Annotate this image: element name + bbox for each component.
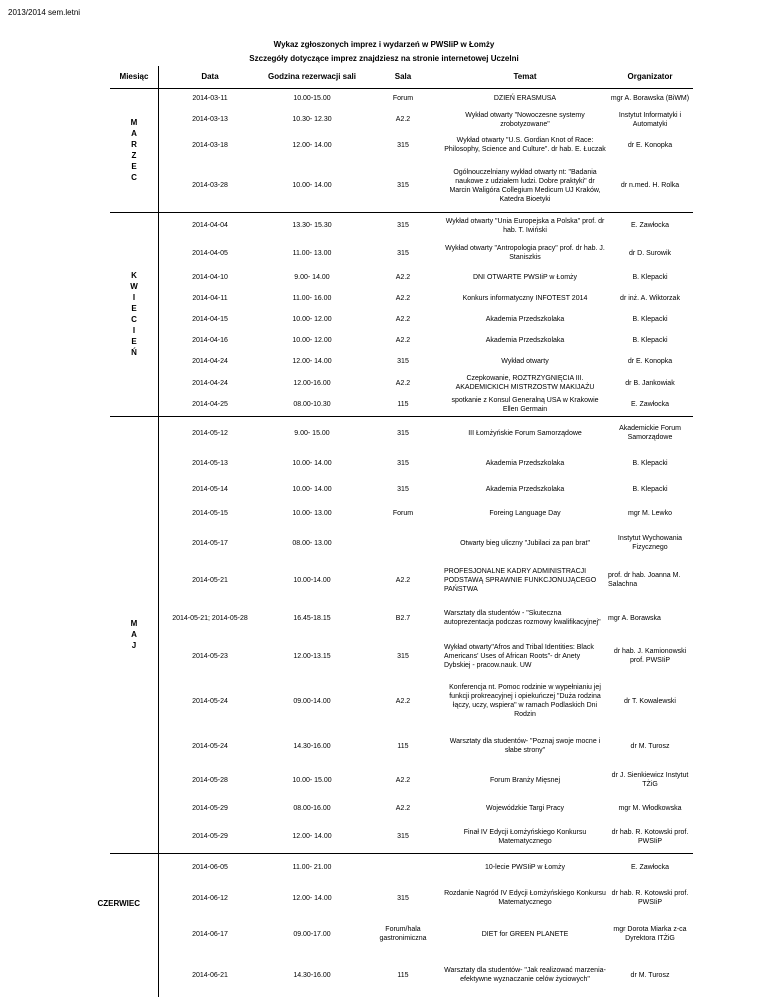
cell-organizer: B. Klepacki xyxy=(632,337,668,344)
cell-room: A2.2 xyxy=(395,776,411,784)
table-row xyxy=(110,881,693,915)
cell-topic: Otwarty bieg uliczny "Jubilaci za pan brat" xyxy=(460,539,590,547)
table-row xyxy=(110,795,693,821)
cell-organizer: dr n.med. H. Rolka xyxy=(607,160,693,212)
cell-organizer: dr J. Sienkiewicz Instytut TŻiG xyxy=(611,772,689,788)
cell-room: 115 xyxy=(363,394,443,416)
cell-organizer: dr T. Kowalewski xyxy=(623,697,676,705)
cell-time: 12.00- 14.00 xyxy=(292,141,332,149)
cell-topic: Ogólnouczelniany wykład otwarty nt: "Badania naukowe z udziałem ludzi. Dobre praktyki" dr Marcin Waligóra Collegium Medicum UJ Kraków, Katedra Bioetyki xyxy=(443,160,607,212)
document-title: Wykaz zgłoszonych imprez i wydarzeń w PWSIiP w Łomży xyxy=(273,40,495,49)
cell-topic: Warsztaty dla studentów - "Skuteczna autoprezentacja podczas rozmowy kwalifikacyjnej" xyxy=(444,610,601,626)
cell-topic: Rozdanie Nagród IV Edycji Łomżyńskiego Konkursu Matematycznego xyxy=(444,890,606,906)
cell-organizer: dr B. Jankowiak xyxy=(625,379,675,387)
cell-room: 315 xyxy=(397,652,409,660)
table-row xyxy=(110,727,693,765)
cell-organizer: Instytut Wychowania Fizycznego xyxy=(617,535,683,551)
cell-organizer: dr E. Konopka xyxy=(627,141,673,149)
cell-topic: PROFESJONALNE KADRY ADMINISTRACJI PODSTAWĄ SPRAWNIE FUNKCJONUJĄCEGO PAŃSTWA xyxy=(444,567,597,593)
table-row xyxy=(110,765,693,795)
cell-organizer: dr hab. R. Kotowski prof. PWSIiP xyxy=(611,890,689,906)
cell-date: 2014-04-25 xyxy=(159,394,262,416)
cell-time: 14.30-16.00 xyxy=(293,971,331,979)
cell-date: 2014-06-12 xyxy=(192,894,228,902)
cell-room: Forum xyxy=(392,95,414,103)
table-row xyxy=(110,637,693,675)
month-march xyxy=(110,88,159,212)
table-row xyxy=(110,394,693,416)
cell-organizer: B. Klepacki xyxy=(632,316,668,323)
cell-organizer: B. Klepacki xyxy=(632,485,668,493)
cell-topic: Foreing Language Day xyxy=(489,509,561,517)
cell-date: 2014-06-05 xyxy=(192,863,228,871)
cell-room: 315 xyxy=(397,894,409,902)
cell-time: 9.00- 14.00 xyxy=(294,274,330,281)
cell-time: 09.00-14.00 xyxy=(293,697,331,705)
cell-topic: Wykład otwarty "U.S. Gordian Knot of Race: Philosophy, Science and Culture". dr hab. E. Łuczak xyxy=(444,137,606,153)
month-label-june: CZERWIEC xyxy=(97,898,140,908)
cell-room: A2.2 xyxy=(395,576,411,584)
cell-topic: Wykład otwarty "Antropologia pracy" prof. dr hab. J. Staniszkis xyxy=(445,245,605,261)
cell-topic: Wykład otwarty xyxy=(501,358,549,365)
cell-topic: DNI OTWARTE PWSIiP w Łomży xyxy=(472,274,578,281)
document-subtitle: Szczegóły dotyczące imprez znajdziesz na stronie internetowej Uczelni xyxy=(249,54,519,63)
month-may xyxy=(110,416,159,853)
cell-topic: Konferencja nt. Pomoc rodzinie w wypełnianiu jej funkcji prokreacyjnej i opiekuńczej "Duża rodzina łączy, uczy, wspiera" w ramach Podlaskich Dni Rodzin xyxy=(449,684,601,718)
cell-topic: DIET for GREEN PLANETE xyxy=(481,930,569,938)
table-row xyxy=(110,853,693,881)
cell-room: 315 xyxy=(397,249,409,257)
cell-time: 10.00-14.00 xyxy=(293,576,331,584)
cell-room: 315 xyxy=(397,358,409,365)
cell-time: 08.00- 13.00 xyxy=(292,539,332,547)
cell-organizer: dr D. Surowik xyxy=(628,249,671,257)
cell-time: 12.00-13.15 xyxy=(293,652,331,660)
cell-topic: Wojewódzkie Targi Pracy xyxy=(486,804,564,812)
cell-room: 315 xyxy=(397,485,409,493)
cell-time: 12.00- 14.00 xyxy=(261,821,363,853)
cell-date: 2014-03-28 xyxy=(159,160,262,212)
table-row xyxy=(110,130,693,160)
table-row xyxy=(110,525,693,561)
table-row xyxy=(110,821,693,853)
cell-date: 2014-03-13 xyxy=(192,116,228,123)
cell-organizer: B. Klepacki xyxy=(632,460,668,467)
cell-room xyxy=(363,853,443,881)
semester-label: 2013/2014 sem.letni xyxy=(8,8,81,17)
cell-topic: Akademia Przedszkolaka xyxy=(485,460,565,467)
cell-time: 10.30- 12.30 xyxy=(292,116,332,123)
cell-time: 10.00- 13.00 xyxy=(292,509,332,517)
cell-date: 2014-06-17 xyxy=(192,930,228,938)
cell-date: 2014-03-11 xyxy=(192,95,228,103)
cell-date: 2014-05-15 xyxy=(192,509,228,517)
cell-date: 2014-04-24 xyxy=(192,379,228,387)
cell-time: 10.00- 14.00 xyxy=(292,460,332,467)
cell-date: 2014-04-05 xyxy=(192,249,228,257)
cell-room: Forum xyxy=(392,509,414,517)
month-june xyxy=(97,853,159,997)
cell-room: A2.2 xyxy=(395,274,411,281)
cell-time: 13.30- 15.30 xyxy=(292,222,332,230)
month-label-march: M A R Z E C xyxy=(130,118,138,182)
cell-time: 9.00- 15.00 xyxy=(294,429,330,437)
cell-room: A2.2 xyxy=(395,804,411,812)
cell-room: 315 xyxy=(397,429,409,437)
cell-time: 12.00-16.00 xyxy=(293,379,331,387)
cell-time: 10.00-15.00 xyxy=(293,95,331,103)
cell-organizer: mgr A. Borawska xyxy=(608,614,661,622)
col-topic: Temat xyxy=(443,66,607,88)
table-row xyxy=(110,351,693,372)
cell-date: 2014-05-28 xyxy=(192,776,228,784)
cell-organizer: mgr M. Lewko xyxy=(628,509,672,517)
cell-organizer: mgr Dorota Miarka z-ca Dyrektora ITŻiG xyxy=(613,926,687,942)
cell-room: A2.2 xyxy=(395,379,411,387)
cell-time: 11.00- 13.00 xyxy=(292,249,332,257)
table-row xyxy=(110,953,693,997)
table-row xyxy=(110,450,693,477)
cell-date: 2014-05-21; 2014-05-28 xyxy=(172,614,248,622)
cell-room: 115 xyxy=(397,971,409,979)
table-row xyxy=(110,88,693,109)
table-row xyxy=(110,239,693,267)
cell-date: 2014-06-21 xyxy=(192,971,228,979)
cell-room: 315 xyxy=(397,460,409,467)
cell-topic: Forum Branży Mięsnej xyxy=(489,776,561,784)
cell-time: 16.45-18.15 xyxy=(293,614,331,622)
cell-topic: spotkanie z Konsul Generalną USA w Krakowie Ellen Germain xyxy=(443,394,607,416)
cell-topic: III Łomżyńskie Forum Samorządowe xyxy=(468,429,582,437)
cell-topic: Wykład otwarty"Afros and Tribal Identities: Black Americans' Uses of African Roots"- dr Anety Dybskiej - pracow.nauk. UW xyxy=(444,643,594,669)
cell-room xyxy=(363,525,443,561)
month-label-may: M A J xyxy=(130,619,138,650)
cell-time: 11.00- 16.00 xyxy=(292,295,332,302)
cell-organizer: prof. dr hab. Joanna M. Salachna xyxy=(608,572,681,588)
cell-date: 2014-04-15 xyxy=(192,316,228,323)
cell-organizer: Instytut Informatyki i Automatyki xyxy=(618,111,682,128)
cell-room: A2.2 xyxy=(395,697,411,705)
table-row xyxy=(110,477,693,501)
col-organizer: Organizator xyxy=(607,66,693,88)
table-row xyxy=(110,288,693,309)
cell-topic: Warsztaty dla studentów- "Jak realizować marzenia-efektywne wyznaczanie celów życiowych" xyxy=(444,967,606,983)
cell-topic: Wykład otwarty "Nowoczesne systemy zrobotyzowane" xyxy=(465,111,585,128)
cell-date: 2014-04-10 xyxy=(192,274,228,281)
cell-organizer: dr hab. R. Kotowski prof. PWSIiP xyxy=(607,821,693,853)
col-time: Godzina rezerwacji sali xyxy=(261,66,363,88)
table-row xyxy=(110,267,693,288)
cell-time: 10.00- 12.00 xyxy=(292,316,332,323)
cell-organizer: E. Zawłocka xyxy=(630,222,670,230)
cell-date: 2014-05-23 xyxy=(192,652,228,660)
cell-topic: 10-lecie PWSIiP w Łomży xyxy=(484,863,565,871)
cell-date: 2014-05-12 xyxy=(192,429,228,437)
table-row xyxy=(110,915,693,953)
cell-room: Forum/hala gastronimiczna xyxy=(379,926,427,942)
cell-date: 2014-04-04 xyxy=(192,222,228,230)
cell-time: 11.00- 21.00 xyxy=(292,863,332,871)
cell-date: 2014-04-16 xyxy=(192,337,228,344)
cell-time: 10.00- 14.00 xyxy=(292,485,332,493)
cell-topic: Finał IV Edycji Łomżyńskiego Konkursu Matematycznego xyxy=(443,821,607,853)
cell-organizer: E. Zawłocka xyxy=(630,863,670,871)
month-label-april: K W I E C I E Ń xyxy=(130,271,138,357)
cell-room: 315 xyxy=(363,821,443,853)
cell-room: A2.2 xyxy=(395,316,411,323)
table-row xyxy=(110,372,693,394)
cell-date: 2014-05-21 xyxy=(192,576,228,584)
month-april xyxy=(110,212,159,416)
cell-date: 2014-05-17 xyxy=(192,539,228,547)
cell-topic: Czepkowanie, ROZTRZYGNIĘCIA III. AKADEMICKICH MISTRZOSTW MAKIJAŻU xyxy=(455,375,595,391)
cell-organizer: dr inż. A. Wiktorzak xyxy=(620,295,680,302)
cell-organizer: dr M. Turosz xyxy=(630,742,670,750)
col-date: Data xyxy=(159,66,262,88)
table-row xyxy=(110,501,693,525)
cell-time: 10.00- 15.00 xyxy=(292,776,332,784)
cell-topic: Konkurs informatyczny INFOTEST 2014 xyxy=(462,295,588,302)
col-room: Sala xyxy=(363,66,443,88)
cell-organizer: mgr M. Włodkowska xyxy=(618,804,682,812)
cell-time: 12.00- 14.00 xyxy=(292,894,332,902)
cell-topic: Warsztaty dla studentów- "Poznaj swoje mocne i słabe strony" xyxy=(449,738,601,754)
cell-date: 2014-05-24 xyxy=(192,742,228,750)
cell-room: 315 xyxy=(397,141,409,149)
col-month: Miesiąc xyxy=(110,66,159,88)
cell-topic: Akademia Przedszkolaka xyxy=(485,337,565,344)
cell-topic: DZIEŃ ERASMUSA xyxy=(493,95,557,103)
cell-topic: Akademia Przedszkolaka xyxy=(485,485,565,493)
table-row xyxy=(110,561,693,599)
cell-organizer: dr M. Turosz xyxy=(630,971,670,979)
table-row xyxy=(110,109,693,130)
events-table xyxy=(97,66,693,997)
cell-time: 08.00-16.00 xyxy=(293,804,331,812)
table-row xyxy=(110,160,693,212)
cell-room: 315 xyxy=(363,160,443,212)
table-row xyxy=(110,416,693,450)
table-row xyxy=(110,309,693,330)
table-row xyxy=(110,330,693,351)
cell-organizer: E. Zawłocka xyxy=(607,394,693,416)
table-row xyxy=(110,675,693,727)
cell-date: 2014-04-11 xyxy=(192,295,228,302)
cell-room: 115 xyxy=(397,742,409,750)
cell-date: 2014-05-13 xyxy=(192,460,228,467)
cell-time: 10.00- 14.00 xyxy=(261,160,363,212)
cell-time: 14.30-16.00 xyxy=(293,742,331,750)
cell-room: B2.7 xyxy=(395,614,411,622)
cell-organizer: dr hab. J. Kamionowski prof. PWSIiP xyxy=(613,648,687,664)
cell-time: 10.00- 12.00 xyxy=(292,337,332,344)
cell-date: 2014-05-14 xyxy=(192,485,228,493)
cell-topic: Wykład otwarty "Unia Europejska a Polska" prof. dr hab. T. Iwiński xyxy=(445,217,605,234)
cell-topic: Akademia Przedszkolaka xyxy=(485,316,565,323)
cell-time: 09.00-17.00 xyxy=(293,930,331,938)
cell-time: 12.00- 14.00 xyxy=(292,358,332,365)
cell-date: 2014-04-24 xyxy=(192,358,228,365)
cell-date: 2014-05-24 xyxy=(192,697,228,705)
cell-date: 2014-03-18 xyxy=(192,141,228,149)
cell-room: 315 xyxy=(397,222,409,230)
table-row xyxy=(110,599,693,637)
cell-room: A2.2 xyxy=(395,116,411,123)
cell-date: 2014-05-29 xyxy=(159,821,262,853)
cell-time: 08.00-10.30 xyxy=(261,394,363,416)
cell-organizer: B. Klepacki xyxy=(632,274,668,281)
cell-room: A2.2 xyxy=(395,295,411,302)
cell-organizer: Akademickie Forum Samorządowe xyxy=(619,425,681,442)
table-row xyxy=(110,212,693,239)
cell-organizer: mgr A. Borawska (BiWM) xyxy=(610,95,690,103)
cell-organizer: dr E. Konopka xyxy=(627,358,673,365)
cell-room: A2.2 xyxy=(395,337,411,344)
cell-date: 2014-05-29 xyxy=(192,804,228,812)
table-header-row xyxy=(110,66,693,88)
